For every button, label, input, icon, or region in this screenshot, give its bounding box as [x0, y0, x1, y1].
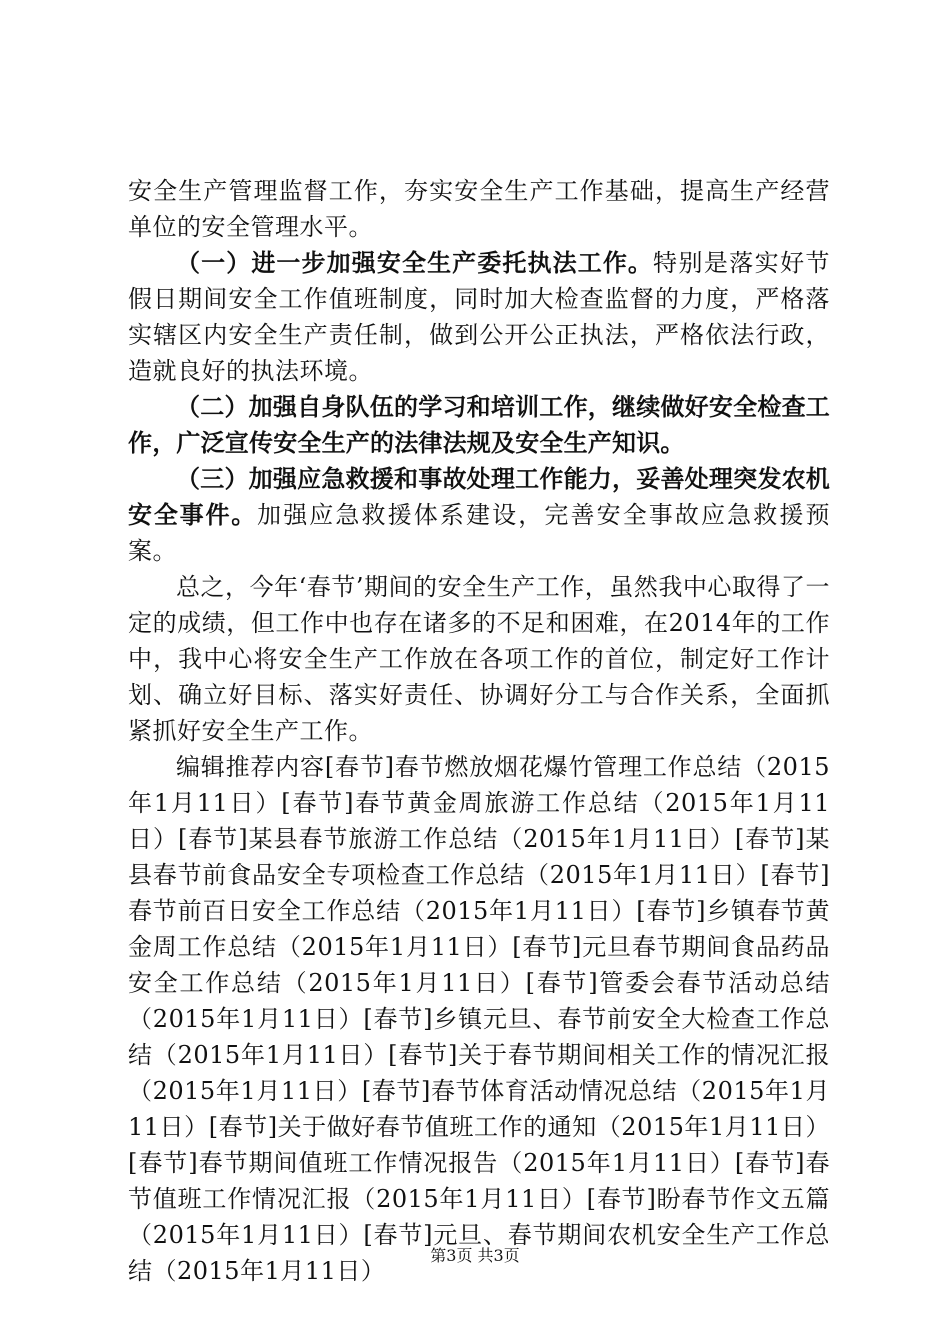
item-3-text: 加强应急救援体系建设，完善安全事故应急救援预案。 — [128, 501, 830, 565]
item-1-text: 特别是落实好节假日期间安全工作值班制度，同时加大检查监督的力度，严格落实辖区内安全生产责任制，做到公开公正执法，严格依法行政，造就良好的执法环境。 — [128, 249, 830, 385]
paragraph-item-3 — [128, 461, 830, 569]
paragraph-continuation: 安全生产管理监督工作，夯实安全生产工作基础，提高生产经营单位的安全管理水平。 — [128, 177, 830, 241]
page-number-label: 第3页 共3页 — [430, 1246, 520, 1265]
paragraph-item-2 — [128, 389, 830, 461]
paragraph-summary: 总之，今年‘春节’期间的安全生产工作，虽然我中心取得了一定的成绩，但工作中也存在诸多的不足和困难，在2014年的工作中，我中心将安全生产工作放在各项工作的首位，制定好工作计划、确立好目标、落实好责任、协调好分工与合作关系，全面抓紧抓好安全生产工作。 — [128, 573, 830, 745]
item-3-heading: （三）加强应急救援和事故处理工作能力，妥善处理突发农机安全事件。 — [128, 465, 830, 529]
page-footer — [0, 1243, 950, 1266]
paragraph-recommended-content: 编辑推荐内容[春节]春节燃放烟花爆竹管理工作总结（2015年1月11日）[春节]春节黄金周旅游工作总结（2015年1月11日）[春节]某县春节旅游工作总结（2015年1月11日）[春节]某县春节前食品安全专项检查工作总结（2015年1月11日）[春节]春节前百日安全工作总结（2015年1月11日）[春节]乡镇春节黄金周工作总结（2015年1月11日）[春节]元旦春节期间食品药品安全工作总结（2015年1月11日）[春节]管委会春节活动总结（2015年1月11日）[春节]乡镇元旦、春节前安全大检查工作总结（2015年1月11日）[春节]关于春节期间相关工作的情况汇报（2015年1月11日）[春节]春节体育活动情况总结（2015年1月11日）[春节]关于做好春节值班工作的通知（2015年1月11日）[春节]春节期间值班工作情况报告（2015年1月11日）[春节]春节值班工作情况汇报（2015年1月11日）[春节]盼春节作文五篇（2015年1月11日）[春节]元旦、春节期间农机安全生产工作总结（2015年1月11日） — [128, 753, 830, 1285]
item-1-heading: （一）进一步加强安全生产委托执法工作。 — [176, 249, 654, 277]
paragraph-item-1 — [128, 245, 830, 389]
item-2-heading: （二）加强自身队伍的学习和培训工作，继续做好安全检查工作，广泛宣传安全生产的法律法规及安全生产知识。 — [128, 393, 830, 457]
document-body — [128, 173, 830, 1289]
